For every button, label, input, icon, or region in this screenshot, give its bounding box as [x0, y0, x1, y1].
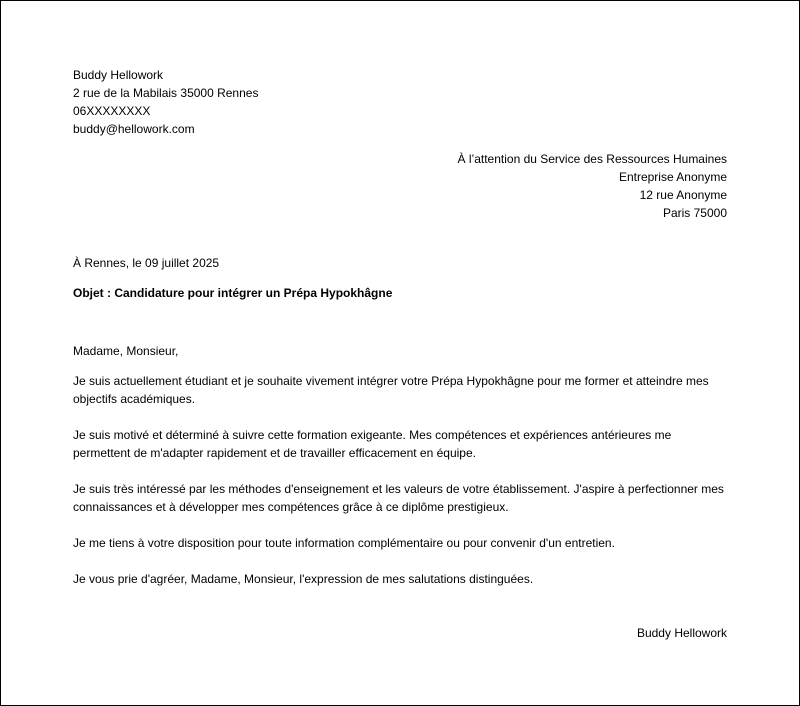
recipient-city: Paris 75000	[662, 206, 727, 220]
recipient-street: 12 rue Anonyme	[639, 188, 727, 202]
recipient-company: Entreprise Anonyme	[618, 170, 727, 184]
subject-line: Objet : Candidature pour intégrer un Prépa Hypokhâgne	[73, 286, 393, 300]
closing-paragraph: Je vous prie d'agréer, Madame, Monsieur, l'expression de mes salutations distinguées.	[73, 572, 534, 586]
recipient-block	[458, 150, 727, 222]
salutation: Madame, Monsieur,	[73, 344, 179, 358]
body-paragraph: Je suis très intéressé par les méthodes d'enseignement et les valeurs de votre établissement. J'aspire à perfectionner mes connaissances et à développer mes compétences grâce à ce diplôme prestigieux.	[73, 482, 724, 514]
sender-name: Buddy Hellowork	[73, 68, 164, 82]
date-line: À Rennes, le 09 juillet 2025	[73, 256, 220, 270]
sender-phone: 06XXXXXXXX	[73, 104, 151, 118]
letter-body	[73, 342, 729, 606]
sender-email: buddy@hellowork.com	[73, 122, 195, 136]
signature: Buddy Hellowork	[636, 626, 727, 640]
body-paragraph: Je suis motivé et déterminé à suivre cette formation exigeante. Mes compétences et expériences antérieures me permettent de m'adapter rapidement et de travailler efficacement en équipe.	[73, 428, 672, 460]
recipient-attention: À l’attention du Service des Ressources Humaines	[457, 152, 727, 166]
sender-address: 2 rue de la Mabilais 35000 Rennes	[73, 86, 259, 100]
body-paragraph: Je suis actuellement étudiant et je souhaite vivement intégrer votre Prépa Hypokhâgne pour me former et atteindre mes objectifs académiques.	[73, 374, 709, 406]
body-paragraph: Je me tiens à votre disposition pour toute information complémentaire ou pour convenir d'un entretien.	[73, 536, 615, 550]
sender-block	[73, 66, 258, 138]
